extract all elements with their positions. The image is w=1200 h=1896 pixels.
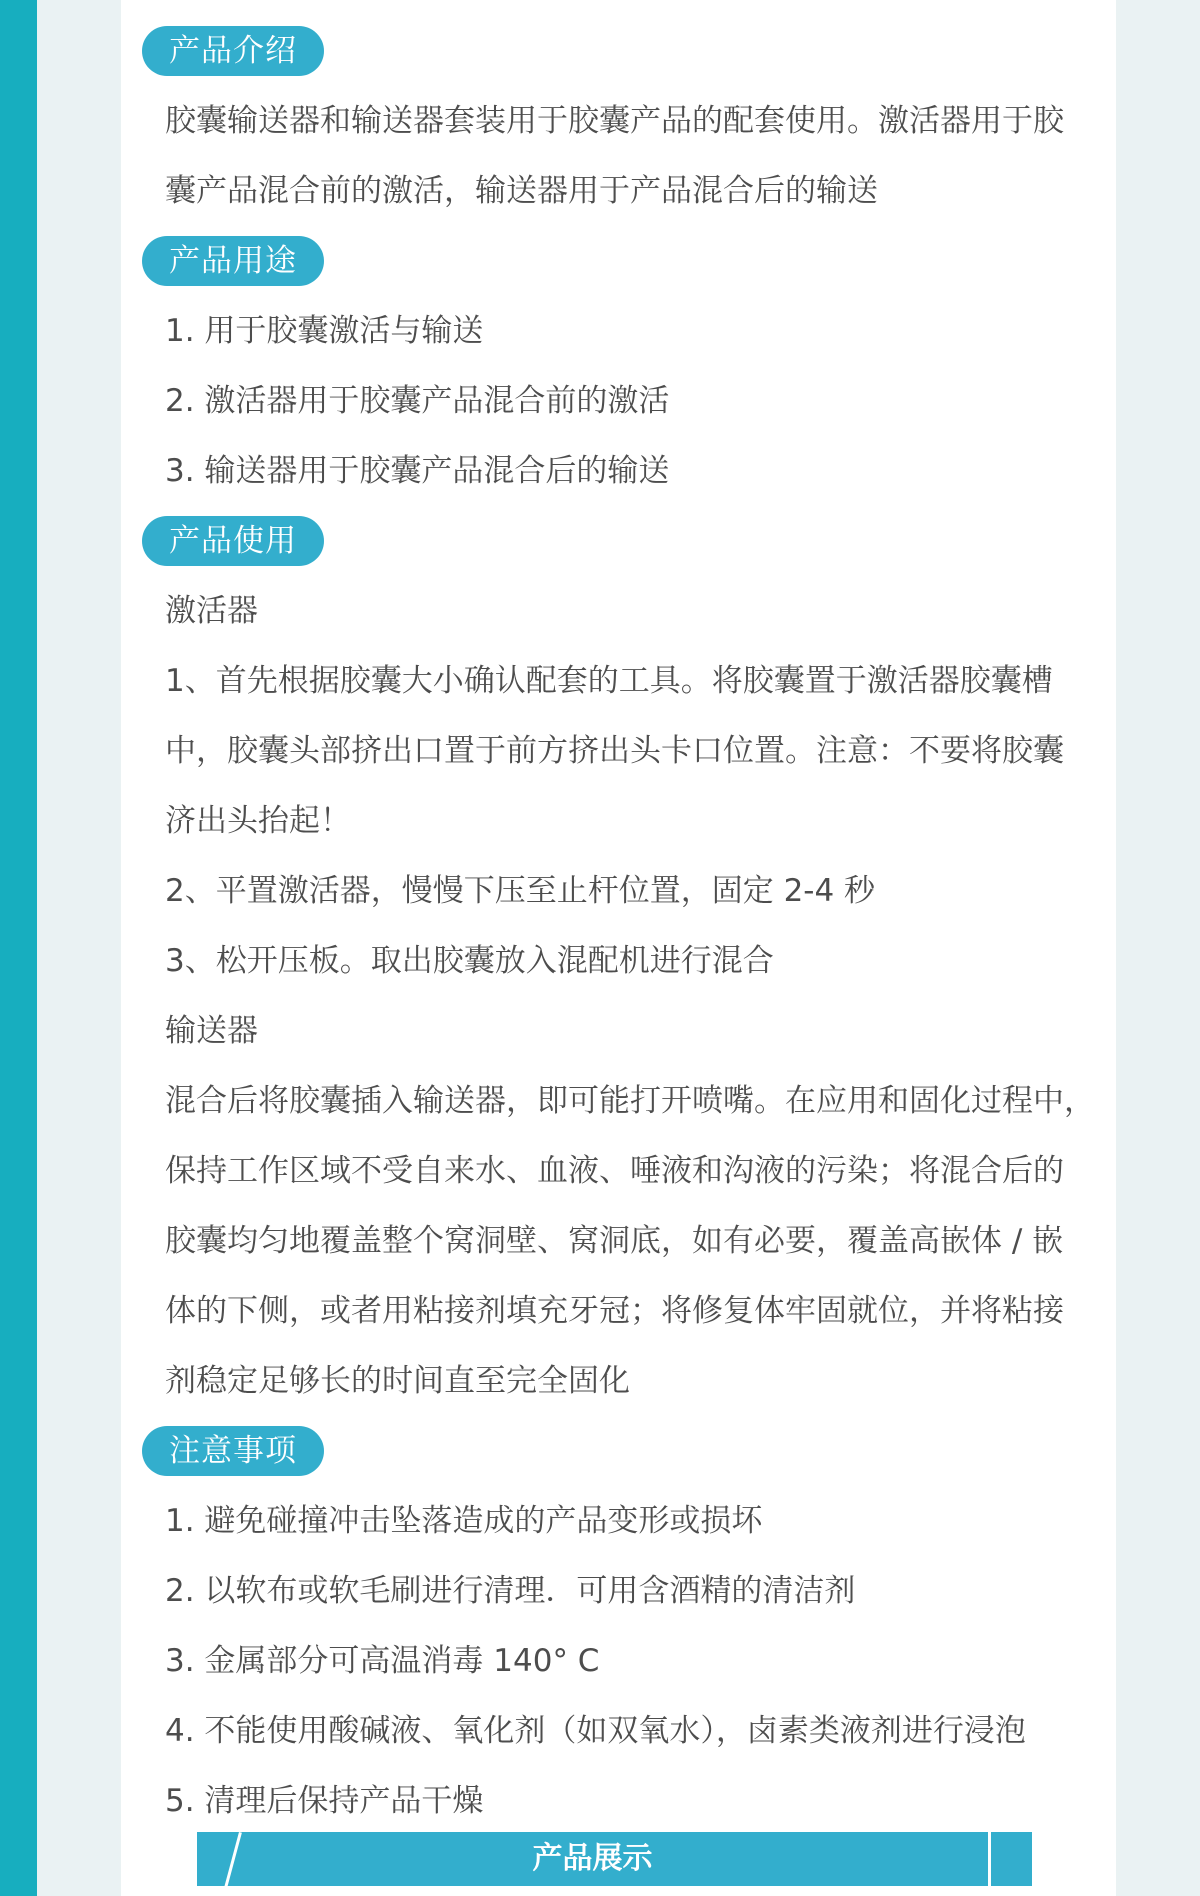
purpose-item: 1. 用于胶囊激活与输送 [165, 313, 484, 349]
usage-subheading-conveyor: 输送器 [165, 1013, 258, 1049]
usage-line: 体的下侧，或者用粘接剂填充牙冠；将修复体牢固就位，并将粘接 [165, 1293, 1064, 1329]
section-title-purpose: 产品用途 [142, 236, 324, 286]
section-title-intro: 产品介绍 [142, 26, 324, 76]
usage-line: 1、首先根据胶囊大小确认配套的工具。将胶囊置于激活器胶囊槽 [165, 663, 1053, 699]
notes-item: 2. 以软布或软毛刷进行清理．可用含酒精的清洁剂 [165, 1573, 856, 1609]
intro-line: 囊产品混合前的激活，输送器用于产品混合后的输送 [165, 173, 878, 209]
usage-line: 济出头抬起！ [165, 803, 351, 839]
usage-line: 保持工作区域不受自来水、血液、唾液和沟液的污染；将混合后的 [165, 1153, 1064, 1189]
usage-line: 剂稳定足够长的时间直至完全固化 [165, 1363, 630, 1399]
banner-title: 产品展示 [532, 1841, 653, 1876]
purpose-item: 3. 输送器用于胶囊产品混合后的输送 [165, 453, 670, 489]
purpose-item: 2. 激活器用于胶囊产品混合前的激活 [165, 383, 670, 419]
intro-line: 胶囊输送器和输送器套装用于胶囊产品的配套使用。激活器用于胶 [165, 103, 1064, 139]
section-title-usage: 产品使用 [142, 516, 324, 566]
usage-line: 3、松开压板。取出胶囊放入混配机进行混合 [165, 943, 774, 979]
notes-item: 3. 金属部分可高温消毒 140° C [165, 1643, 600, 1679]
usage-line: 中，胶囊头部挤出口置于前方挤出头卡口位置。注意：不要将胶囊 [165, 733, 1064, 769]
banner-divider [988, 1832, 991, 1886]
usage-line: 2、平置激活器，慢慢下压至止杆位置，固定 2-4 秒 [165, 873, 876, 909]
usage-subheading-activator: 激活器 [165, 593, 258, 629]
notes-item: 4. 不能使用酸碱液、氧化剂（如双氧水），卤素类液剂进行浸泡 [165, 1713, 1026, 1749]
usage-line: 混合后将胶囊插入输送器，即可能打开喷嘴。在应用和固化过程中， [165, 1083, 1095, 1119]
left-accent-bar [0, 0, 37, 1896]
usage-line: 胶囊均匀地覆盖整个窝洞壁、窝洞底，如有必要，覆盖高嵌体 / 嵌 [165, 1223, 1064, 1259]
notes-item: 5. 清理后保持产品干燥 [165, 1783, 484, 1819]
product-display-banner [197, 1832, 1032, 1886]
section-title-notes: 注意事项 [142, 1426, 324, 1476]
notes-item: 1. 避免碰撞冲击坠落造成的产品变形或损坏 [165, 1503, 763, 1539]
